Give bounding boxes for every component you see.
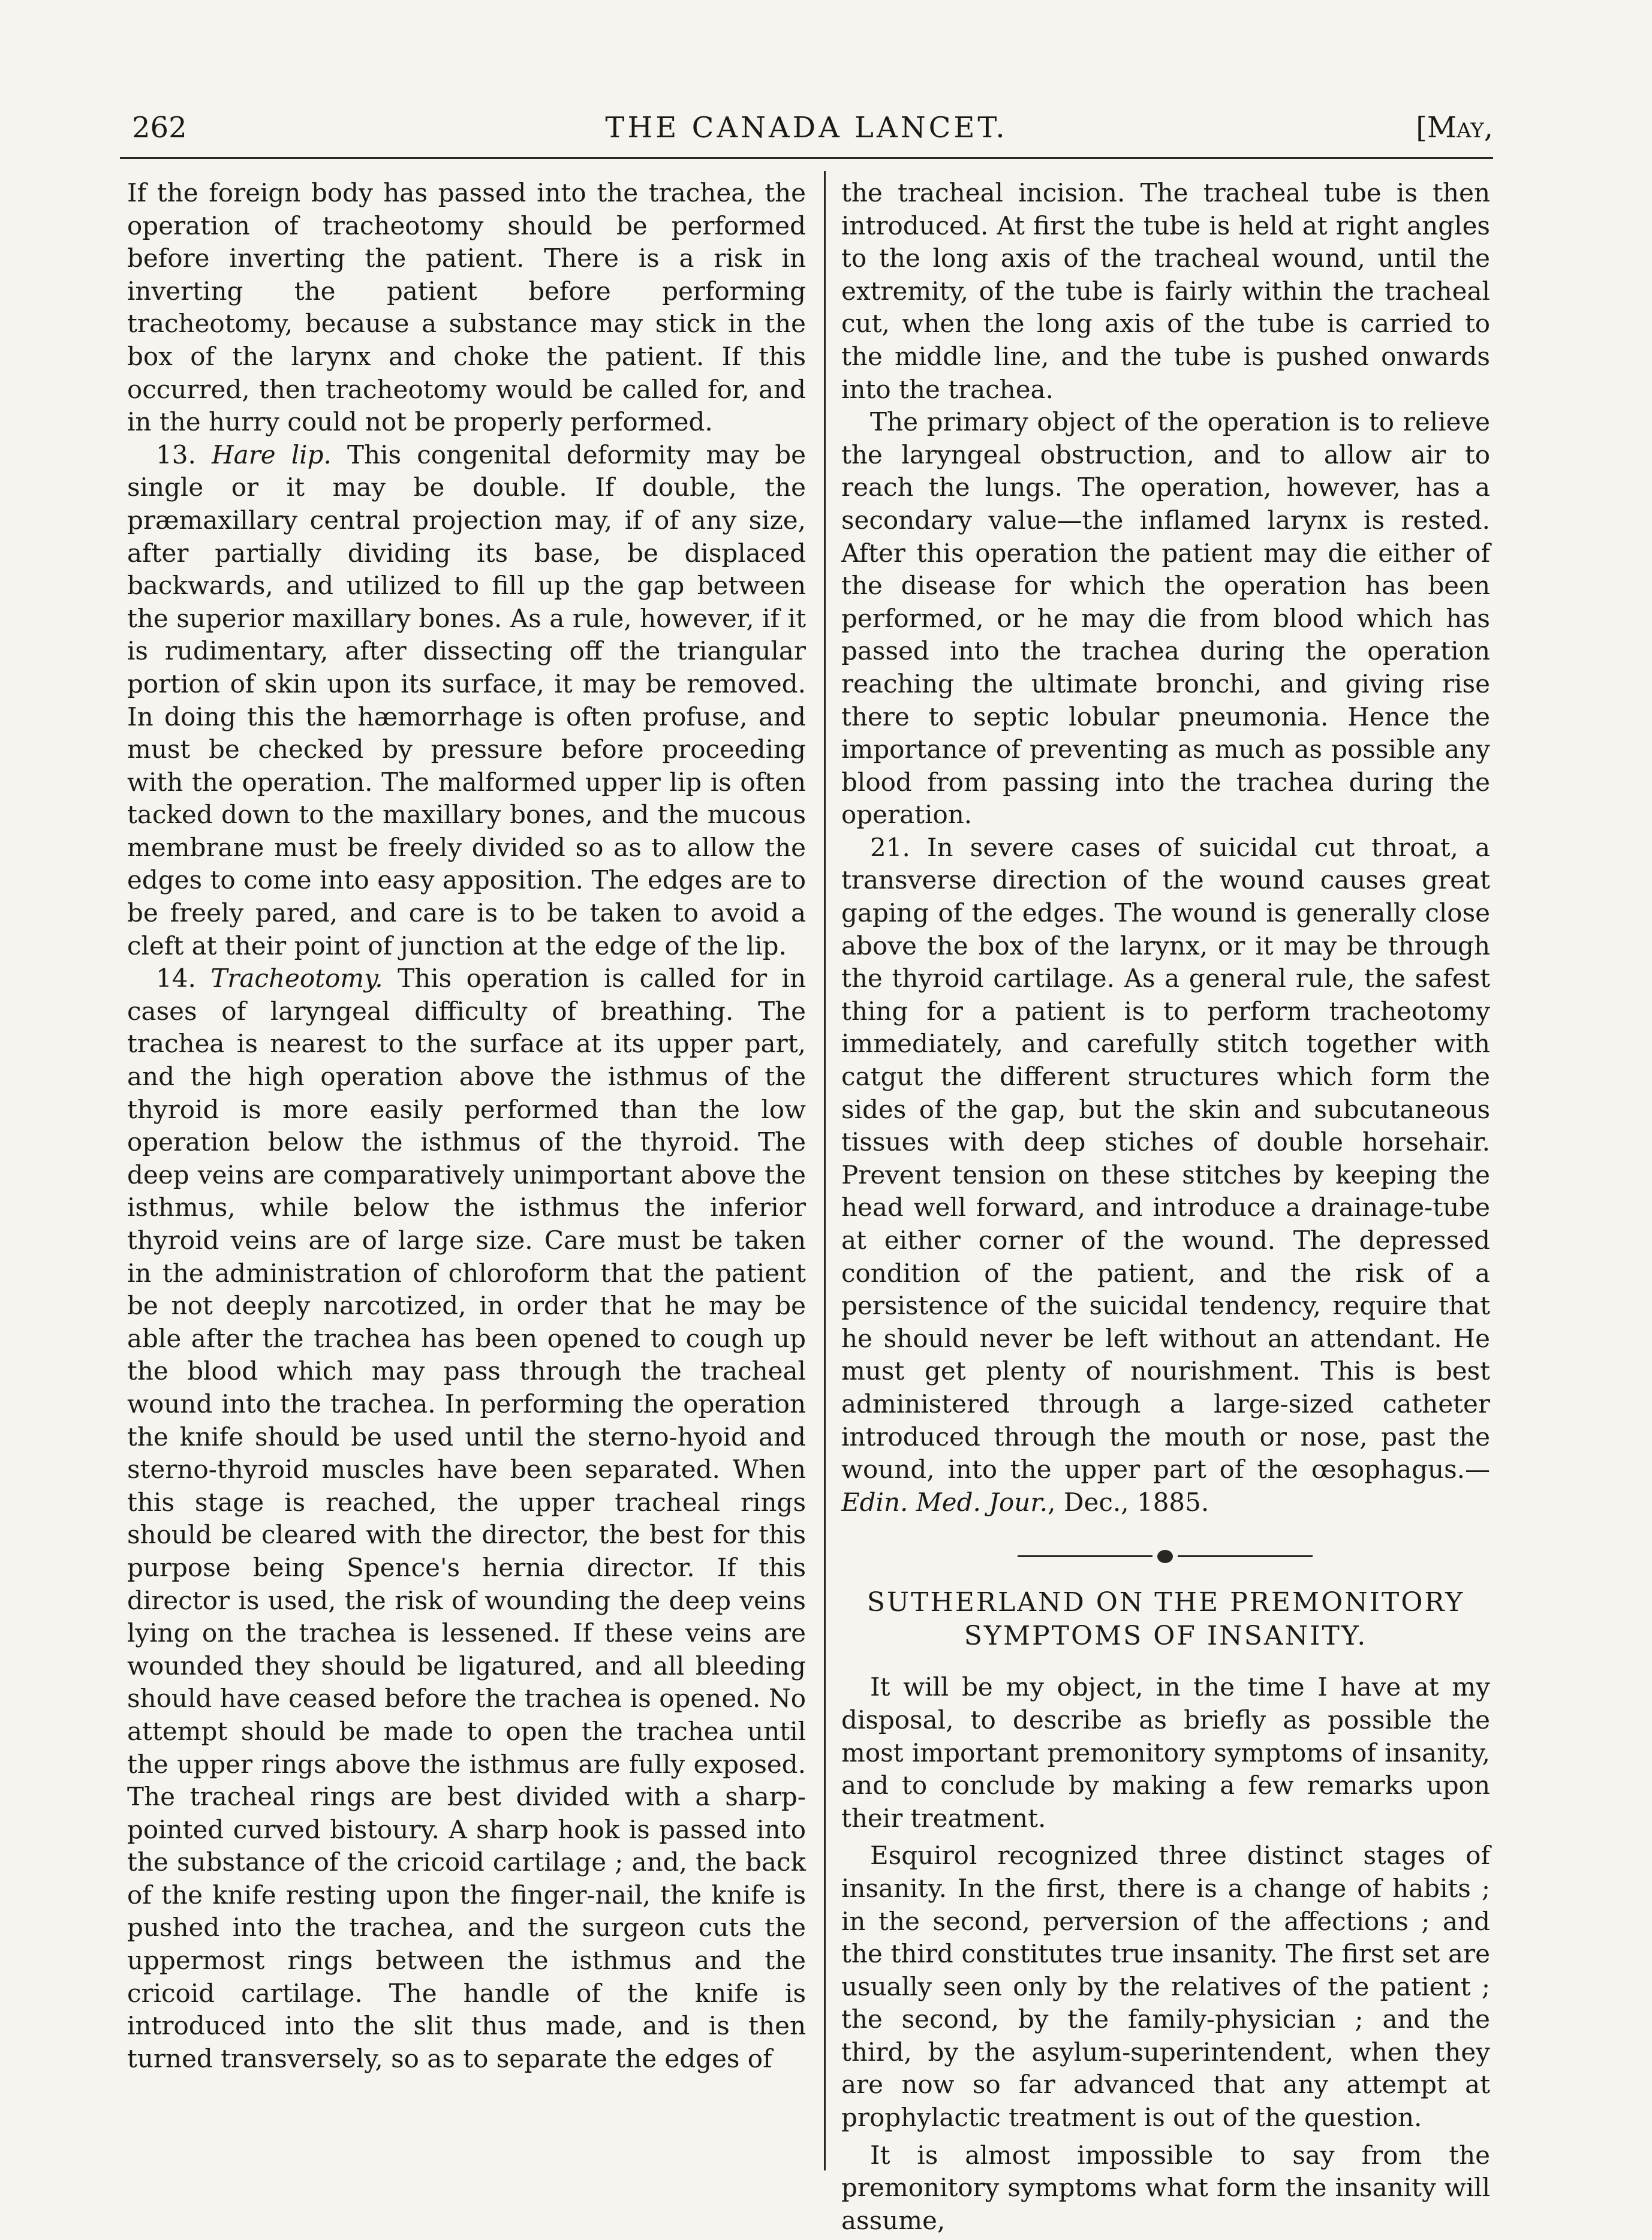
page-number: 262 xyxy=(132,111,187,144)
paragraph-foreign-body: If the foreign body has passed into the trachea, the operation of tracheotomy should be performed before inverting the patient. There is a risk in inverting the patient before performing tracheotomy, because a substance may stick in the box of the larynx and choke the patient. If this occurred, then tracheotomy would be called for, and in the hurry could not be properly performed. xyxy=(127,178,806,437)
section-title xyxy=(841,1586,1490,1653)
right-column xyxy=(841,177,1490,2237)
item-title: Tracheotomy. xyxy=(210,964,383,993)
item-text: 21. In severe cases of suicidal cut throat, a transverse direction of the wound causes great gaping of the edges. The wound is generally close above the box of the larynx, or it may be through the thyroid cartilage. As a general rule, the safest thing for a patient is to perform tracheotomy immediately, and carefully stitch together with catgut the different structures which form the sides of the gap, but the skin and subcutaneous tissues with deep stiches of double horsehair. Prevent tension on these stitches by keeping the head well forward, and introduce a drainage-tube at either corner of the wound. The depressed condition of the patient, and the risk of a persistence of the suicidal tendency, require that he should never be left without an attendant. He must get plenty of nourishment. This is best administered through a large-sized catheter introduced through the mouth or nose, past the wound, into the upper part of the œsophagus.— xyxy=(841,832,1490,1485)
header-month: [May, xyxy=(1416,111,1493,144)
column-divider xyxy=(824,171,826,2170)
source-date: , Dec., 1885. xyxy=(1048,1487,1209,1517)
section-ornament xyxy=(841,1538,1490,1574)
paragraph-hare-lip xyxy=(127,439,806,963)
section-title-line-1: SUTHERLAND ON THE PREMONITORY xyxy=(866,1587,1465,1618)
paragraph-primary-object: The primary object of the operation is to relieve the laryngeal obstruction, and to allow air to reach the lungs. The operation, however, has a secondary value—the inflamed larynx is rested. After this operation the patient may die either of the disease for which the operation has been performed, or he may die from blood which has passed into the trachea during the operation reaching the ultimate bronchi, and giving rise there to septic lobular pneumonia. Hence the importance of preventing as much as possible any blood from passing into the trachea during the operation. xyxy=(841,407,1490,830)
paragraph-tracheotomy xyxy=(127,962,806,2075)
journal-title: THE CANADA LANCET. xyxy=(605,111,1008,144)
paragraph-impossible: It is almost impossible to say from the premonitory symptoms what form the insanity will assume, xyxy=(841,2140,1490,2235)
item-text: This operation is called for in cases of laryngeal difficulty of breathing. The trachea is nearest to the surface at its upper part, and the high operation above the isthmus of the thyroid is more easily performed than the low operation below the isthmus of the thyroid. The deep veins are comparatively unimportant above the isthmus, while below the isthmus the inferior thyroid veins are of large size. Care must be taken in the administration of chloroform that the patient be not deeply narcotized, in order that he may be able after the trachea has been opened to cough up the blood which may pass through the tracheal wound into the trachea. In performing the operation the knife should be used until the sterno-hyoid and sterno-thyroid muscles have been separated. When this stage is reached, the upper tracheal rings should be cleared with the director, the best for this purpose being Spence's hernia director. If this director is used, the risk of wounding the deep veins lying on the trachea is lessened. If these veins are wounded they should be ligatured, and all bleeding should have ceased before the trachea is opened. No attempt should be made to open the trachea until the upper rings above the isthmus are fully exposed. The tracheal rings are best divided with a sharp-pointed curved bistoury. A sharp hook is passed into the substance of the cricoid cartilage ; and, the back of the knife resting upon the finger-nail, the knife is pushed into the trachea, and the surgeon cuts the uppermost rings between the isthmus and the cricoid cartilage. The handle of the knife is introduced into the slit thus made, and is then turned transversely, so as to separate the edges of xyxy=(127,964,806,2073)
item-text: This congenital deformity may be single or it may be double. If double, the præmaxillary central projection may, if of any size, after partially dividing its base, be displaced backwards, and utilized to fill up the gap between the superior maxillary bones. As a rule, however, if it is rudimentary, after dissecting off the triangular portion of skin upon its surface, it may be removed. In doing this the hæmorrhage is often profuse, and must be checked by pressure before proceeding with the operation. The malformed upper lip is often tacked down to the maxillary bones, and the mucous membrane must be freely divided so as to allow the edges to come into easy apposition. The edges are to be freely pared, and care is to be taken to avoid a cleft at their point of junction at the edge of the lip. xyxy=(127,439,806,961)
header-rule xyxy=(120,157,1493,159)
running-header xyxy=(120,111,1493,159)
left-column xyxy=(127,177,806,2075)
paragraph-tracheal-incision: the tracheal incision. The tracheal tube is then introduced. At first the tube is held at right angles to the long axis of the tracheal wound, until the extremity, of the tube is fairly within the tracheal cut, when the long axis of the tube is carried to the middle line, and the tube is pushed onwards into the trachea. xyxy=(841,178,1490,404)
item-number: 14. xyxy=(156,964,196,993)
item-number: 13. xyxy=(156,439,196,469)
section-title-line-2: SYMPTOMS OF INSANITY. xyxy=(964,1621,1368,1652)
item-title: Hare lip. xyxy=(211,439,332,469)
paragraph-cut-throat xyxy=(841,832,1490,1519)
paragraph-object: It will be my object, in the time I have at my disposal, to describe as briefly as possible the most important premonitory symptoms of insanity, and to conclude by making a few remarks upon their treatment. xyxy=(841,1672,1490,1833)
paragraph-esquirol: Esquirol recognized three distinct stages of insanity. In the first, there is a change of habits ; in the second, perversion of the affections ; and the third constitutes true insanity. The first set are usually seen only by the relatives of the patient ; the second, by the family-physician ; and the third, by the asylum-superintendent, when they are now so far advanced that any attempt at prophylactic treatment is out of the question. xyxy=(841,1841,1490,2133)
source-citation: Edin. Med. Jour. xyxy=(841,1487,1048,1517)
